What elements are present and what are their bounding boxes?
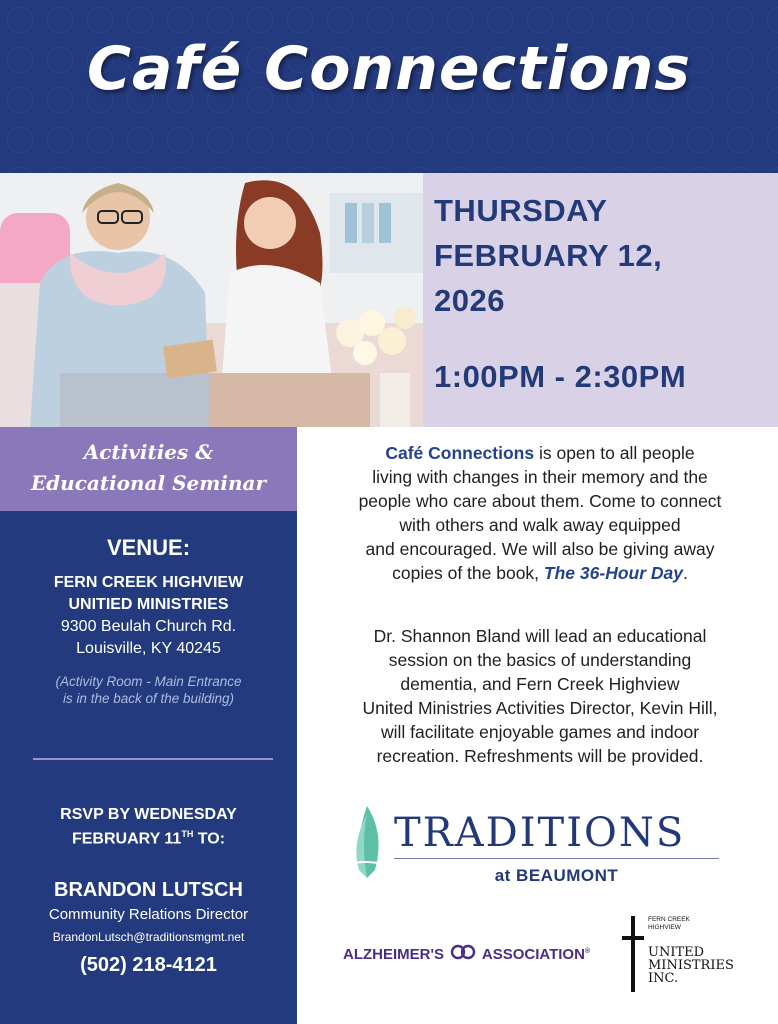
details-line-6: recreation. Refreshments will be provided. — [376, 746, 704, 766]
um-big-3: INC. — [648, 971, 679, 986]
rsvp-line-2 — [0, 829, 297, 848]
details-line-2: session on the basics of understanding — [388, 650, 692, 670]
traditions-wordmark: TRADITIONS — [394, 810, 686, 856]
um-small-1: FERN CREEK — [648, 916, 690, 923]
intro-line-1-text: is open to all people — [534, 443, 695, 463]
venue-city: Louisville, KY 40245 — [76, 640, 221, 657]
details-line-4: United Ministries Activities Director, Kevin Hill, — [362, 698, 718, 718]
details-line-1: Dr. Shannon Bland will lead an educational — [373, 626, 707, 646]
details-line-5: will facilitate enjoyable games and indoor — [380, 722, 700, 742]
traditions-leaf-icon — [345, 804, 391, 880]
intro-line-3: people who care about them. Come to connect — [358, 491, 722, 511]
intro-line-4: with others and walk away equipped — [399, 515, 681, 535]
contact-name: BRANDON LUTSCH — [54, 879, 243, 901]
alz-left-text: ALZHEIMER'S — [343, 946, 445, 963]
seminar-band — [0, 427, 297, 511]
venue-name-line-1: FERN CREEK HIGHVIEW — [53, 574, 244, 591]
venue-note-line-1: (Activity Room - Main Entrance — [55, 674, 242, 689]
cross-icon — [622, 916, 644, 992]
rsvp-date-suffix: TH — [181, 829, 194, 839]
photo-illustration — [0, 173, 423, 427]
book-title: The 36-Hour Day — [543, 563, 683, 583]
um-big-1: UNITED — [648, 945, 705, 960]
alz-registered: ® — [584, 948, 591, 955]
page-title: Café Connections — [86, 34, 692, 104]
date-panel — [423, 173, 778, 427]
traditions-subtitle: at BEAUMONT — [494, 866, 619, 885]
details-paragraph — [310, 624, 770, 768]
alzheimers-association-logo — [343, 944, 590, 963]
rsvp-date: FEBRUARY 11 — [71, 830, 182, 848]
details-line-3: dementia, and Fern Creek Highview — [400, 674, 680, 694]
brand-name: Café Connections — [385, 443, 535, 463]
intro-line-1 — [310, 441, 770, 465]
contact-title: Community Relations Director — [48, 906, 249, 923]
united-ministries-logo — [620, 914, 750, 994]
rsvp-to: TO: — [193, 830, 226, 848]
event-day: THURSDAY — [434, 193, 608, 228]
um-big-2: MINISTRIES — [648, 958, 734, 973]
venue-street: 9300 Beulah Church Rd. — [60, 618, 237, 635]
intro-line-2: living with changes in their memory and the — [372, 467, 708, 487]
alz-right-text: ASSOCIATION — [481, 946, 585, 963]
intro-line-6 — [310, 561, 770, 585]
intro-line-6-end: . — [682, 563, 688, 583]
venue-note-line-2: is in the back of the building) — [62, 691, 235, 706]
event-date: FEBRUARY 12, — [434, 238, 663, 273]
traditions-rule — [394, 858, 719, 859]
seminar-line-1: Activities & — [83, 440, 214, 464]
event-year: 2026 — [434, 283, 505, 318]
intro-line-6-text: copies of the book, — [392, 563, 544, 583]
rsvp-line-1: RSVP BY WEDNESDAY — [60, 806, 237, 823]
venue-heading: VENUE: — [106, 535, 191, 560]
um-small-2: HIGHVIEW — [648, 924, 681, 931]
intro-line-5: and encouraged. We will also be giving away — [365, 539, 715, 559]
seminar-line-2: Educational Seminar — [30, 471, 267, 495]
left-divider — [33, 758, 273, 760]
contact-email[interactable]: BrandonLutsch@traditionsmgmt.net — [52, 930, 245, 944]
contact-phone[interactable]: (502) 218-4121 — [80, 954, 217, 976]
header-banner — [0, 0, 778, 173]
intro-paragraph — [310, 441, 770, 585]
event-time: 1:00PM - 2:30PM — [434, 359, 687, 394]
venue-name-line-2: UNITIED MINISTRIES — [68, 596, 229, 613]
hero-photo — [0, 173, 423, 427]
alz-symbol-icon — [450, 944, 476, 962]
